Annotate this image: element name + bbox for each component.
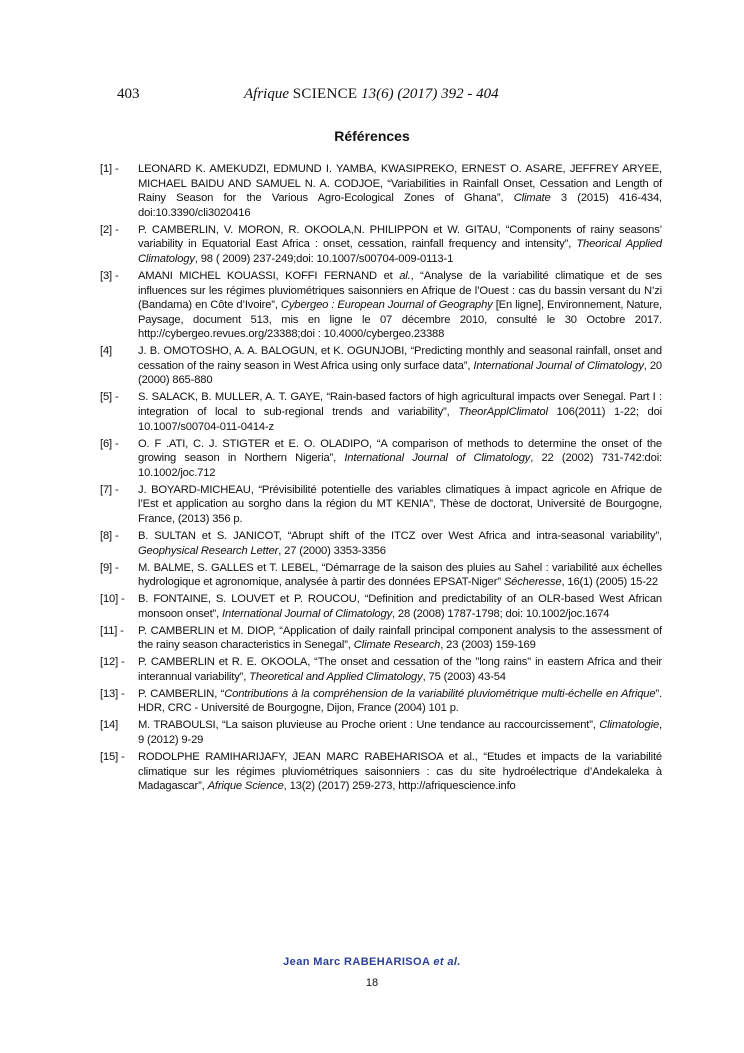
reference-journal: Afrique Science — [207, 780, 284, 793]
reference-journal: Geophysical Research Letter — [138, 544, 279, 557]
references-heading: Références — [334, 128, 410, 144]
reference-number: [2] - — [100, 223, 119, 236]
reference-text — [138, 344, 662, 388]
reference-segment: , 27 (2000) 3353-3356 — [278, 544, 386, 557]
reference-segment: B. FONTAINE, S. LOUVET et P. ROUCOU, “Definition and predictability of an OLR-based West African monsoon onset”, — [138, 593, 662, 620]
reference-number: [14] — [100, 719, 119, 732]
reference-item — [100, 223, 662, 267]
reference-text — [138, 437, 662, 481]
reference-segment: M. TRABOULSI, “La saison pluvieuse au Proche orient : Une tendance au raccourcissement”, — [138, 719, 600, 732]
reference-segment: J. BOYARD-MICHEAU, “Prévisibilité potentielle des variables climatiques à impact agricole en Afrique de l’Est et application au sorgho dans la région du MT KENIA”, Thèse de doctorat, Université de Bourgogne, France, (2013) 356 p. — [138, 483, 662, 525]
reference-segment: , 16(1) (2005) 15-22 — [561, 576, 658, 589]
page-header — [0, 86, 744, 110]
reference-item — [100, 344, 662, 388]
reference-segment: P. CAMBERLIN et R. E. OKOOLA, “The onset and cessation of the "long rains" in eastern Africa and their interannual variability”, — [138, 656, 662, 683]
reference-segment: B. SULTAN et S. JANICOT, “Abrupt shift of the ITCZ over West Africa and intra-seasonal variability”, — [138, 529, 662, 542]
reference-segment: P. CAMBERLIN et M. DIOP, “Application of daily rainfall principal component analysis to the assessment of the rainy season characteristics in Senegal”, — [138, 624, 662, 652]
reference-segment: , 20 (2000) 865-880 — [138, 359, 663, 387]
reference-number: [13] - — [100, 687, 125, 700]
reference-text — [138, 162, 662, 220]
reference-segment: J. B. OMOTOSHO, A. A. BALOGUN, et K. OGUNJOBI, “Predicting monthly and seasonal rainfall, onset and cessation of the rainy season in West Africa using only surface data”, — [138, 345, 662, 372]
reference-text — [138, 718, 662, 747]
reference-text — [138, 483, 662, 527]
footer-page-number: 18 — [365, 977, 379, 989]
reference-segment: P. CAMBERLIN, V. MORON, R. OKOOLA,N. PHILIPPON et W. GITAU, “Components of rainy seasons’ variability in Equatorial East Africa : onset, cessation, rainfall frequency and intensity”, — [138, 223, 662, 251]
reference-journal: al. — [399, 269, 411, 282]
footer-author — [0, 956, 744, 968]
reference-segment: LEONARD K. AMEKUDZI, EDMUND I. YAMBA, KWASIPREKO, ERNEST O. ASARE, JEFFREY ARYEE, MICHAEL BAIDU AND SAMUEL N. A. CODJOE, “Variabilities in Rainfall Onset, Cessation and Length of Rainy Season for the Various Agro-Ecological Zones of Ghana”, — [138, 163, 662, 205]
reference-journal: Sécheresse — [503, 576, 562, 589]
journal-volume: 13(6) (2017) 392 - 404 — [361, 86, 499, 102]
reference-segment: , 98 ( 2009) 237-249;doi: 10.1007/s00704-009-0113-1 — [194, 252, 454, 265]
reference-number: [10] - — [100, 593, 125, 606]
reference-item — [100, 437, 662, 481]
reference-item — [100, 162, 662, 220]
footer-author-name: Jean Marc RABEHARISOA — [283, 956, 430, 968]
reference-text — [138, 529, 662, 558]
reference-item — [100, 269, 662, 342]
reference-journal: TheorApplClimatol — [458, 406, 548, 419]
reference-segment: P. CAMBERLIN, “ — [138, 687, 225, 700]
reference-journal: International Journal of Climatology — [222, 607, 393, 620]
reference-segment: 3 (2015) 416-434, doi:10.3390/cli3020416 — [138, 192, 662, 219]
reference-number: [3] - — [100, 269, 119, 282]
reference-text — [138, 624, 662, 653]
reference-item — [100, 561, 662, 590]
reference-segment: , 23 (2003) 159-169 — [440, 639, 536, 652]
reference-text — [138, 223, 662, 267]
reference-item — [100, 718, 662, 747]
reference-item — [100, 655, 662, 684]
reference-number: [8] - — [100, 529, 119, 542]
reference-item — [100, 592, 662, 621]
reference-number: [12] - — [100, 656, 125, 669]
reference-segment: , 28 (2008) 1787-1798; doi: 10.1002/joc.1674 — [392, 607, 610, 620]
reference-journal: International Journal of Climatology — [473, 359, 644, 372]
reference-text — [138, 655, 662, 684]
reference-number: [15] - — [100, 751, 125, 764]
reference-journal: Climatologie — [599, 719, 660, 732]
reference-number: [6] - — [100, 437, 119, 450]
reference-journal: Contributions à la compréhension de la variabilité pluviométrique multi-échelle en Afrique — [224, 687, 656, 700]
reference-journal: International Journal of Climatology — [344, 452, 531, 465]
reference-item — [100, 529, 662, 558]
reference-item — [100, 483, 662, 527]
journal-citation — [244, 86, 499, 103]
reference-number: [9] - — [100, 561, 119, 574]
reference-text — [138, 269, 662, 342]
reference-list — [100, 162, 662, 796]
reference-segment: S. SALACK, B. MULLER, A. T. GAYE, “Rain-based factors of high agricultural impacts over Senegal. Part I : integration of local to sub-regional trends and variability”, — [138, 391, 662, 419]
reference-journal: Theorical Applied Climatology — [138, 238, 662, 265]
reference-number: [11] - — [100, 624, 124, 637]
journal-name-caps: SCIENCE — [292, 86, 358, 102]
reference-segment: , 9 (2012) 9-29 — [138, 719, 662, 747]
reference-segment: M. BALME, S. GALLES et T. LEBEL, “Démarrage de la saison des pluies au Sahel : variabilité aux échelles hydrologique et agronomique, analysée à partir des données EPSAT-Niger” — [138, 561, 662, 589]
reference-number: [7] - — [100, 483, 119, 496]
reference-text — [138, 750, 662, 794]
reference-segment: O. F .ATI, C. J. STIGTER et E. O. OLADIPO, “A comparison of methods to determine the onset of the growing season in Northern Nigeria”, — [138, 437, 662, 465]
reference-text — [138, 592, 662, 621]
header-page-number: 403 — [117, 86, 140, 102]
reference-segment: RODOLPHE RAMIHARIJAFY, JEAN MARC RABEHARISOA et al., “Etudes et impacts de la variabilité climatique sur les régimes pluviométriques saisonniers : cas du site hydroélectrique d’Andekaleka à Madagascar”, — [138, 751, 662, 793]
reference-item — [100, 750, 662, 794]
reference-segment: ”. HDR, CRC - Université de Bourgogne, Dijon, France (2004) 101 p. — [138, 687, 662, 715]
reference-segment: 106(2011) 1-22; doi 10.1007/s00704-011-0414-z — [138, 406, 662, 433]
reference-journal: Cybergeo : European Journal of Geography — [280, 299, 493, 312]
reference-item — [100, 624, 662, 653]
reference-segment: , 13(2) (2017) 259-273, http://afriquescience.info — [283, 780, 516, 793]
reference-item — [100, 687, 662, 716]
reference-number: [1] - — [100, 163, 119, 175]
reference-segment: , “Analyse de la variabilité climatique et de ses influences sur les régimes pluviométriques saisonniers en Afrique de l’Ouest : cas du bassin versant du N’zi (Bandama) en Côte d’Ivoire”, — [138, 269, 662, 312]
reference-text — [138, 561, 662, 590]
reference-journal: Climate Research — [353, 639, 441, 652]
reference-journal: Climate — [513, 192, 551, 205]
reference-segment: , 75 (2003) 43-54 — [422, 670, 506, 683]
reference-segment: AMANI MICHEL KOUASSI, KOFFI FERNAND et — [138, 269, 400, 282]
reference-journal: Theoretical and Applied Climatology — [249, 670, 423, 683]
reference-text — [138, 687, 662, 716]
reference-number: [4] — [100, 345, 112, 358]
footer-author-suffix: et al. — [433, 956, 461, 968]
reference-item — [100, 390, 662, 434]
reference-segment: , 22 (2002) 731-742:doi: 10.1002/joc.712 — [138, 452, 662, 479]
reference-number: [5] - — [100, 391, 119, 404]
reference-text — [138, 390, 662, 434]
journal-name-italic: Afrique — [244, 86, 289, 102]
reference-segment: [En ligne], Environnement, Nature, Paysage, document 513, mis en ligne le 07 décembre 2010, consulté le 30 Octobre 2017. http://cybergeo.revues.org/23388;doi : 10.4000/cybergeo.23388 — [138, 299, 663, 341]
